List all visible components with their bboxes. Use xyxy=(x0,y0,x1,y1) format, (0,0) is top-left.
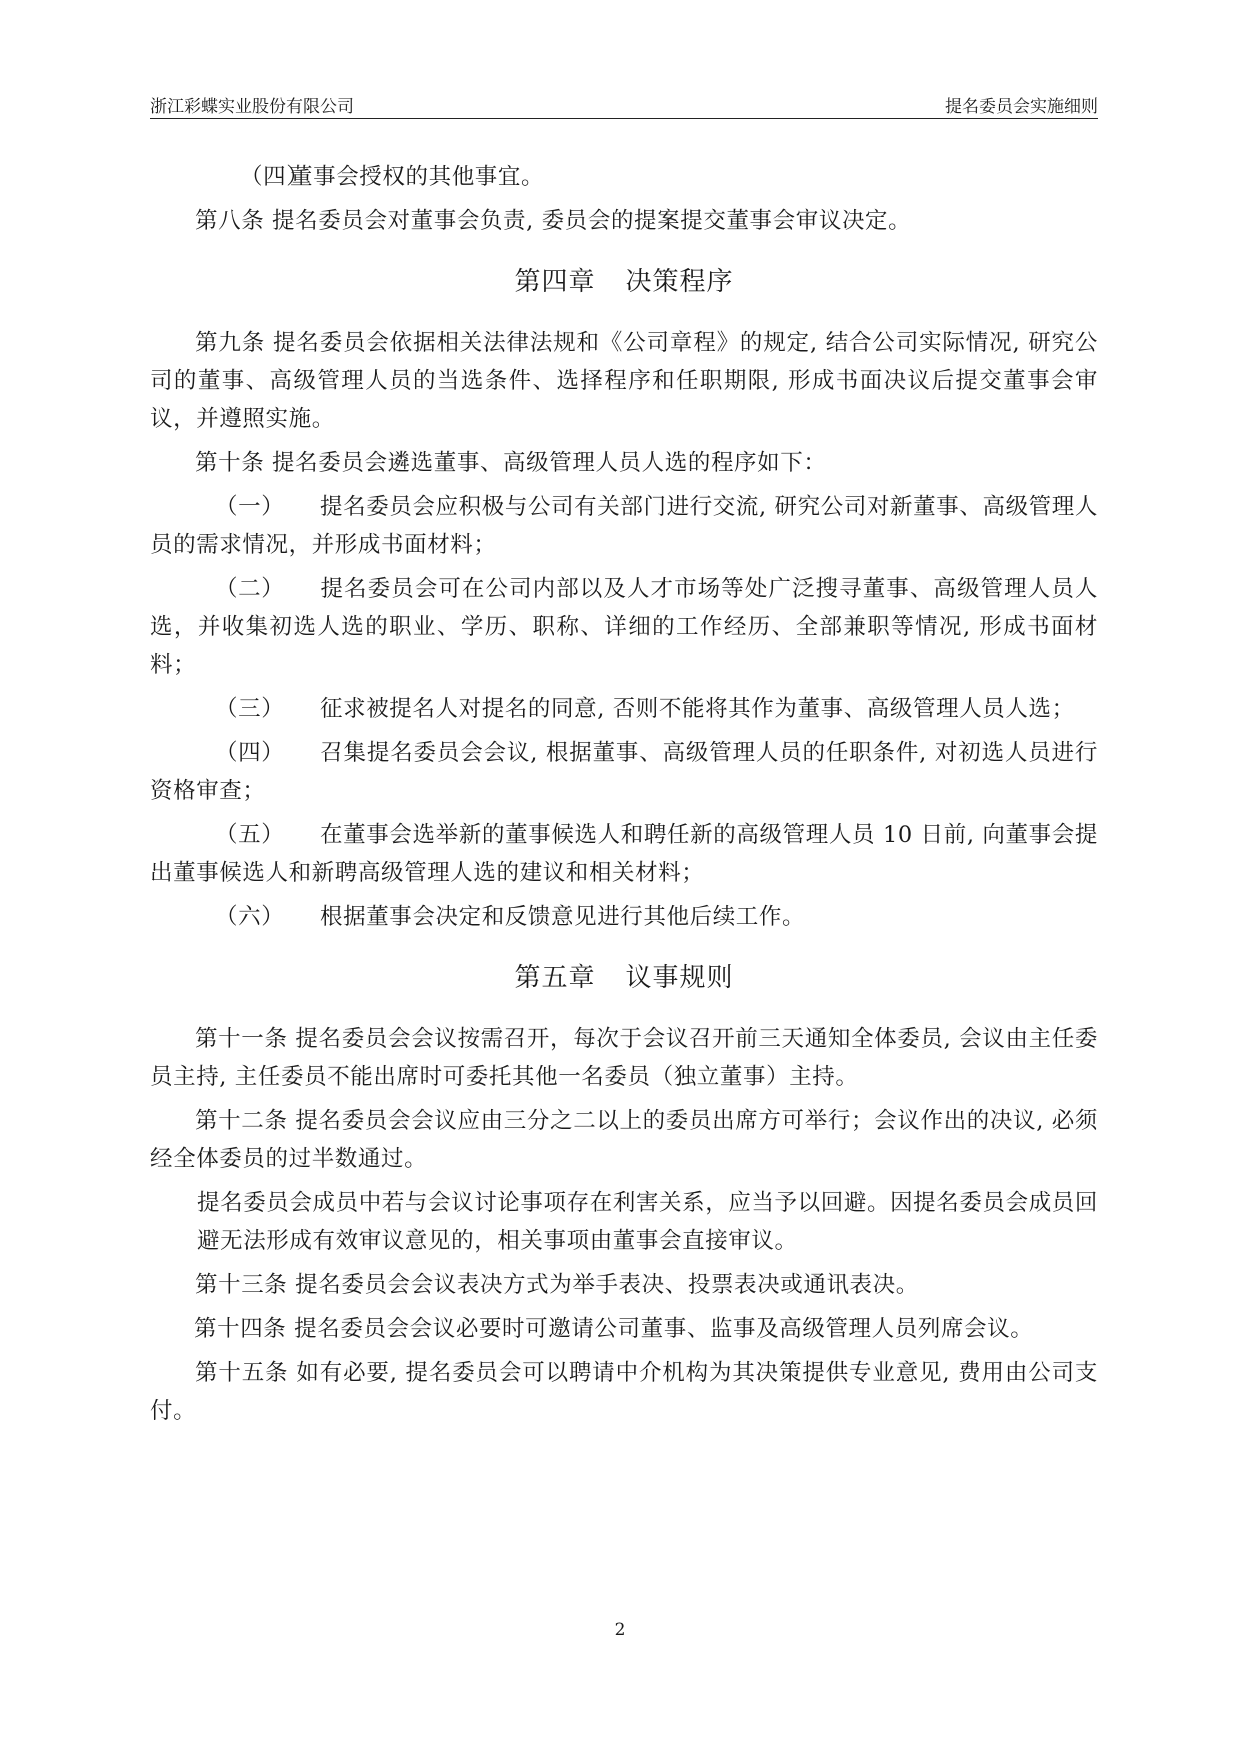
header-doc-title: 提名委员会实施细则 xyxy=(945,97,1098,117)
list-item xyxy=(150,734,1098,810)
header-company: 浙江彩蝶实业股份有限公司 xyxy=(150,97,354,117)
item-label: （四） xyxy=(240,164,310,190)
list-item xyxy=(150,570,1098,684)
chapter-title: 决策程序 xyxy=(625,267,734,297)
item-label: （二） xyxy=(215,576,285,602)
item-text: 提名委员会应积极与公司有关部门进行交流, 研究公司对新董事、高级管理人员的需求情况，并形成书面材料； xyxy=(150,494,1098,558)
chapter-5-heading xyxy=(150,958,1098,998)
list-item xyxy=(150,488,1098,564)
article-8: 第八条 提名委员会对董事会负责, 委员会的提案提交董事会审议决定。 xyxy=(195,208,912,234)
item-label: （六） xyxy=(215,904,285,930)
list-item xyxy=(150,690,1098,728)
page-number: 2 xyxy=(614,1620,626,1640)
item-text: 在董事会选举新的董事候选人和聘任新的高级管理人员 10 日前, 向董事会提出董事候选人和新聘高级管理人选的建议和相关材料； xyxy=(150,822,1098,886)
article-12: 第十二条 提名委员会会议应由三分之二以上的委员出席方可举行；会议作出的决议, 必须经全体委员的过半数通过。 xyxy=(150,1108,1098,1172)
item-text: 董事会授权的其他事宜。 xyxy=(290,164,545,190)
list-item xyxy=(150,816,1098,892)
article-14: 第十四条 提名委员会会议必要时可邀请公司董事、监事及高级管理人员列席会议。 xyxy=(194,1316,1034,1342)
page-header xyxy=(150,88,1098,119)
chapter-title: 议事规则 xyxy=(625,963,734,993)
article-9: 第九条 提名委员会依据相关法律法规和《公司章程》的规定, 结合公司实际情况, 研究公司的董事、高级管理人员的当选条件、选择程序和任职期限, 形成书面决议后提交董事会审议，并遵照实施。 xyxy=(150,330,1098,432)
item-text: 征求被提名人对提名的同意, 否则不能将其作为董事、高级管理人员人选； xyxy=(320,696,1075,722)
item-text: 根据董事会决定和反馈意见进行其他后续工作。 xyxy=(320,904,806,930)
item-label: （四） xyxy=(215,740,285,766)
document-body xyxy=(150,158,1098,1430)
chapter-number: 第五章 xyxy=(514,963,596,993)
item-label: （五） xyxy=(215,822,285,848)
paragraph-item-4-authorized xyxy=(150,158,1098,196)
item-label: （一） xyxy=(215,494,285,520)
chapter-number: 第四章 xyxy=(514,267,596,297)
article-15: 第十五条 如有必要, 提名委员会可以聘请中介机构为其决策提供专业意见, 费用由公司支付。 xyxy=(150,1360,1098,1424)
item-text: 召集提名委员会会议, 根据董事、高级管理人员的任职条件, 对初选人员进行资格审查； xyxy=(150,740,1098,804)
article-13: 第十三条 提名委员会会议表决方式为举手表决、投票表决或通讯表决。 xyxy=(195,1272,919,1298)
article-10: 第十条 提名委员会遴选董事、高级管理人员人选的程序如下： xyxy=(195,450,827,476)
item-label: （三） xyxy=(215,696,285,722)
chapter-4-heading xyxy=(150,262,1098,302)
item-text: 提名委员会可在公司内部以及人才市场等处广泛搜寻董事、高级管理人员人选，并收集初选人选的职业、学历、职称、详细的工作经历、全部兼职等情况, 形成书面材料； xyxy=(150,576,1098,678)
article-11: 第十一条 提名委员会会议按需召开，每次于会议召开前三天通知全体委员, 会议由主任委员主持, 主任委员不能出席时可委托其他一名委员（独立董事）主持。 xyxy=(150,1026,1098,1090)
recusal-paragraph: 提名委员会成员中若与会议讨论事项存在利害关系，应当予以回避。因提名委员会成员回避无法形成有效审议意见的，相关事项由董事会直接审议。 xyxy=(197,1190,1098,1254)
list-item xyxy=(150,898,1098,936)
